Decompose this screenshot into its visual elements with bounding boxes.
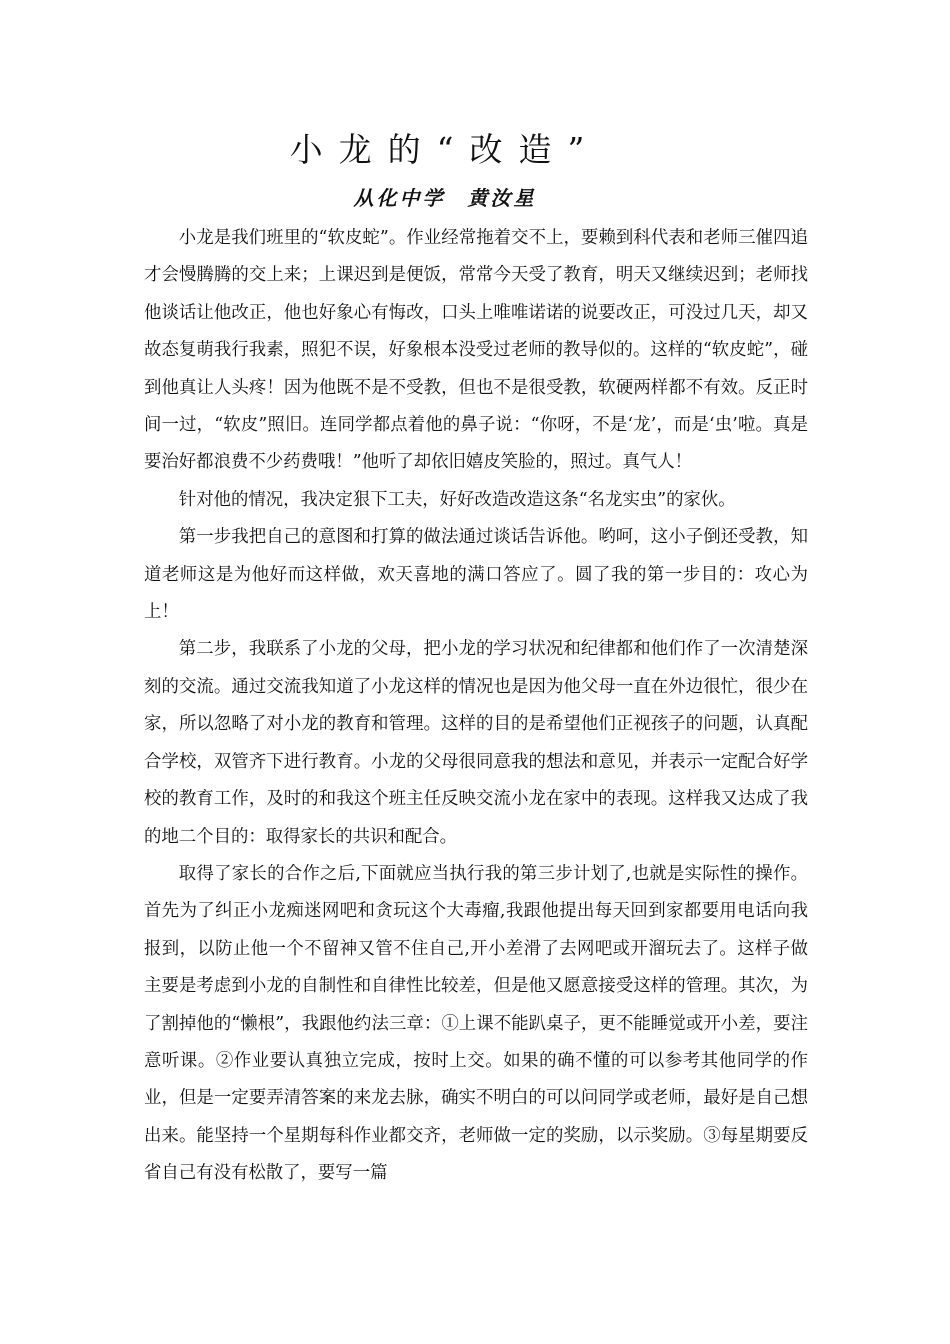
paragraph: 第二步，我联系了小龙的父母，把小龙的学习状况和纪律都和他们作了一次清楚深刻的交流。通过交流我知道了小龙这样的情况也是因为他父母一直在外边很忙，很少在家，所以忽略了对小龙的教育和管理。这样的目的是希望他们正视孩子的问题，认真配合学校，双管齐下进行教育。小龙的父母很同意我的想法和意见，并表示一定配合好学校的教育工作，及时的和我这个班主任反映交流小龙在家中的表现。这样我又达成了我的地二个目的：取得家长的共识和配合。	[144, 639, 808, 847]
paragraph: 针对他的情况，我决定狠下工夫，好好改造改造这条“名龙实虫”的家伙。	[178, 489, 736, 510]
paragraph: 取得了家长的合作之后,下面就应当执行我的第三步计划了,也就是实际性的操作。首先为了纠正小龙痴迷网吧和贪玩这个大毒瘤,我跟他提出每天回到家都要用电话向我报到，以防止他一个不留神又管不住自己,开小差滑了去网吧或开溜玩去了。这样子做主要是考虑到小龙的自制性和自律性比较差，但是他又愿意接受这样的管理。其次，为了割掉他的“懒根”，我跟他约法三章：①上课不能趴桌子，更不能睡觉或开小差，要注意听课。②作业要认真独立完成，按时上交。如果的确不懂的可以参考其他同学的作业，但是一定要弄清答案的来龙去脉，确实不明白的可以问同学或老师，最好是自己想出来。能坚持一个星期每科作业都交齐，老师做一定的奖励，以示奖励。③每星期要反省自己有没有松散了，要写一篇	[144, 863, 808, 1184]
paragraph: 第一步我把自己的意图和打算的做法通过谈话告诉他。哟呵，这小子倒还受教，知道老师这是为他好而这样做，欢天喜地的满口答应了。圆了我的第一步目的：攻心为上！	[144, 527, 808, 623]
author-school: 从化中学	[353, 186, 446, 210]
author-line	[0, 182, 890, 214]
paragraph: 小龙是我们班里的“软皮蛇”。作业经常拖着交不上，要赖到科代表和老师三催四追才会慢腾腾的交上来；上课迟到是便饭，常常今天受了教育，明天又继续迟到；老师找他谈话让他改正，他也好象心有悔改，口头上唯唯诺诺的说要改正，可没过几天，却又故态复萌我行我素，照犯不误，好象根本没受过老师的教导似的。这样的“软皮蛇”，碰到他真让人头疼！因为他既不是不受教，但也不是很受教，软硬两样都不有效。反正时间一过，“软皮”照旧。连同学都点着他的鼻子说：“你呀，不是‘龙’，而是‘虫’啦。真是要治好都浪费不少药费哦！”他听了却依旧嬉皮笑脸的，照过。真气人！	[144, 228, 808, 473]
article-title: 小龙的“改造”	[289, 130, 601, 169]
article-body	[144, 220, 808, 1193]
author-name: 黄汝星	[467, 186, 537, 210]
